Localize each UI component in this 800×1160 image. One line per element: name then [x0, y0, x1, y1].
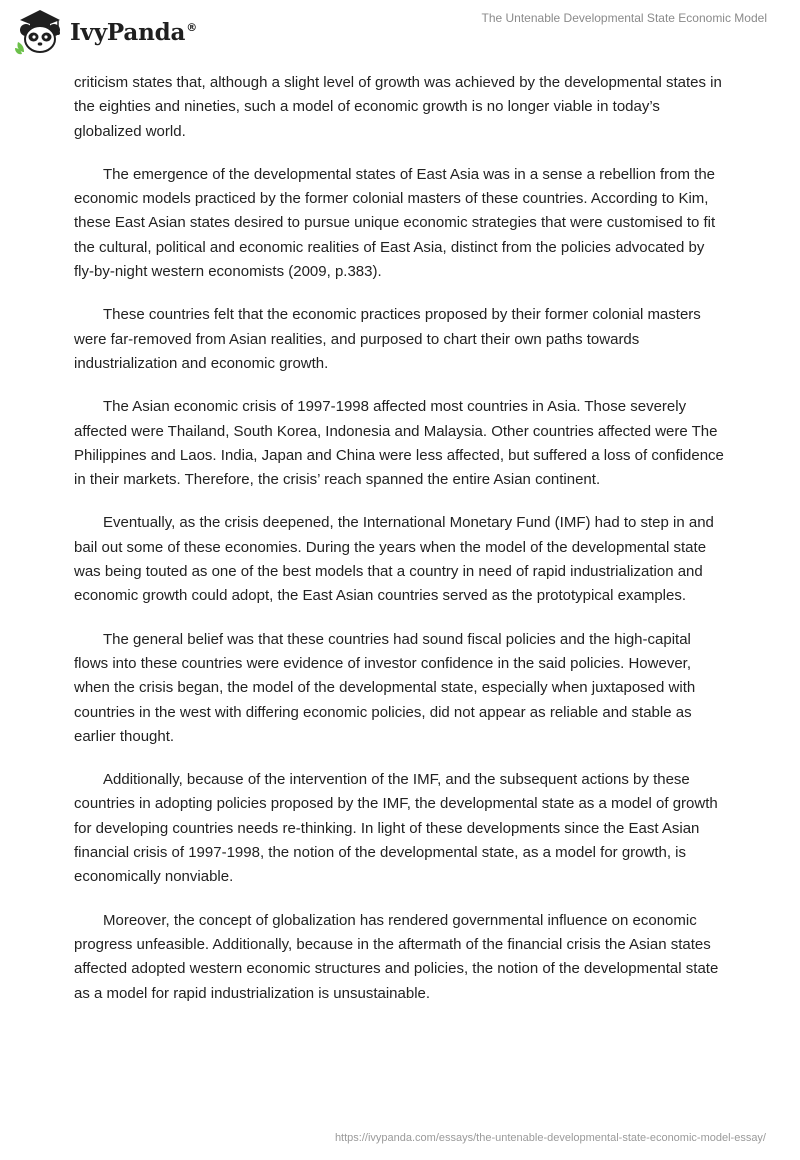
brand-name: IvyPanda®	[70, 18, 197, 46]
document-title: The Untenable Developmental State Economic Model	[481, 11, 767, 25]
essay-paragraph: The emergence of the developmental states of East Asia was in a sense a rebellion from the economic models practiced by the former colonial masters of these countries. According to Kim, these East Asian states desired to pursue unique economic strategies that were customised to fit the cultural, political and economic realities of East Asia, distinct from the policies advocated by fly-by-night western economists (2009, p.383).	[74, 165, 716, 281]
essay-paragraph: These countries felt that the economic practices proposed by their former colonial masters were far-removed from Asian realities, and purposed to chart their own paths towards industrialization and economic growth.	[74, 306, 701, 372]
essay-paragraph: The Asian economic crisis of 1997-1998 affected most countries in Asia. Those severely affected were Thailand, South Korea, Indonesia and Malaysia. Other countries affected were The Philippines and Laos. India, Japan and China were less affected, but suffered a loss of confidence in their markets. Therefore, the crisis’ reach spanned the entire Asian continent.	[74, 398, 724, 489]
essay-paragraph: Moreover, the concept of globalization has rendered governmental influence on economic progress unfeasible. Additionally, because in the aftermath of the financial crisis the Asian states affected adopted western economic structures and policies, the notion of the developmental state as a model for rapid industrialization is unsustainable.	[74, 911, 719, 1002]
essay-paragraph: Eventually, as the crisis deepened, the International Monetary Fund (IMF) had to step in and bail out some of these economies. During the years when the model of the developmental state was being touted as one of the best models that a country in need of rapid industrialization and economic growth could adopt, the East Asian countries served as the prototypical examples.	[74, 514, 714, 605]
panda-graduate-icon	[14, 6, 66, 56]
ivypanda-logo[interactable]	[14, 6, 197, 56]
essay-body	[74, 71, 726, 1025]
essay-paragraph: The general belief was that these countries had sound fiscal policies and the high-capital flows into these countries were evidence of investor confidence in the said policies. However, when the crisis began, the model of the developmental state, especially when juxtaposed with countries in the west with differing economic policies, did not appear as reliable and stable as earlier thought.	[74, 630, 696, 745]
essay-paragraph: criticism states that, although a slight level of growth was achieved by the developmental states in the eighties and nineties, such a model of economic growth is no longer viable in today’s globalized world.	[74, 74, 722, 140]
page-header	[0, 0, 800, 64]
essay-paragraph: Additionally, because of the intervention of the IMF, and the subsequent actions by these countries in adopting policies proposed by the IMF, the developmental state as a model of growth for developing countries needs re-thinking. In light of these developments since the East Asian financial crisis of 1997-1998, the notion of the developmental state, as a model for growth, is economically nonviable.	[74, 771, 718, 886]
registered-mark: ®	[186, 20, 197, 34]
source-url-link[interactable]: https://ivypanda.com/essays/the-untenable-developmental-state-economic-model-essay/	[334, 1132, 766, 1144]
